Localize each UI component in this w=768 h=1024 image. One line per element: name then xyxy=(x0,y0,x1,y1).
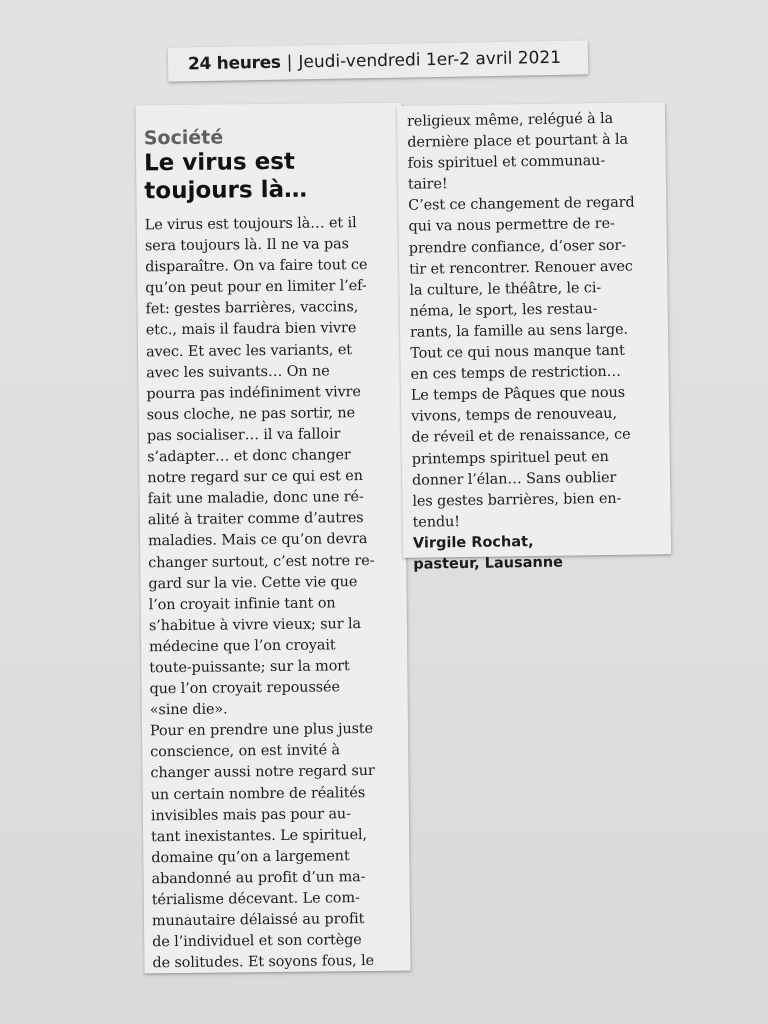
text-line: avec les suivants… On ne xyxy=(146,363,330,381)
text-line: s’habitue à vivre vieux; sur la xyxy=(148,615,361,635)
text-line: avec. Et avec les variants, et xyxy=(145,341,353,360)
text-line: Le temps de Pâques que nous xyxy=(410,384,626,404)
text-line: toute-puissante; sur la mort xyxy=(149,658,350,677)
text-line: fait une maladie, donc une ré- xyxy=(147,489,364,508)
text-line: fet: gestes barrières, vaccins, xyxy=(145,299,359,318)
text-line: Pour en prendre une plus juste xyxy=(149,721,374,740)
text-line: qui va nous permettre de re- xyxy=(408,216,615,236)
text-line: vivons, temps de renouveau, xyxy=(411,406,618,426)
text-line: dernière place et pourtant à la xyxy=(407,131,629,151)
text-line: taire! xyxy=(407,176,448,194)
text-line: C’est ce changement de regard xyxy=(408,194,635,215)
text-line: que l’on croyait repoussée xyxy=(149,679,340,698)
text-line: tendu! xyxy=(412,513,461,531)
text-line: sous cloche, ne pas sortir, ne xyxy=(146,404,356,424)
text-line: médecine que l’on croyait xyxy=(149,637,336,656)
text-line: changer aussi notre regard sur xyxy=(150,763,375,782)
text-line: s’adapter… et donc changer xyxy=(147,447,351,466)
text-line: invisibles mais pas pour au- xyxy=(150,805,351,824)
author-signature xyxy=(413,530,664,575)
article-column-1 xyxy=(135,103,410,974)
text-line: un certain nombre de réalités xyxy=(150,784,366,803)
headline-line: toujours là… xyxy=(144,176,308,205)
publication-name: 24 heures xyxy=(187,52,281,75)
text-line: les gestes barrières, bien en- xyxy=(412,490,622,510)
text-line: Tout ce qui nous manque tant xyxy=(410,342,625,362)
text-line: pourra pas indéfiniment vivre xyxy=(146,383,361,403)
text-line: de l’individuel et son cortège xyxy=(152,932,362,951)
signature-role: pasteur, Lausanne xyxy=(413,554,564,573)
text-line: religieux même, relégué à la xyxy=(406,110,614,130)
text-line: de réveil et de renaissance, ce xyxy=(411,427,631,447)
headline-line: Le virus est xyxy=(143,148,296,177)
text-line: térialisme décevant. Le com- xyxy=(151,890,360,909)
text-line: pas socialiser… il va falloir xyxy=(146,426,341,445)
text-line: etc., mais il faudra bien vivre xyxy=(145,320,357,339)
text-line: changer surtout, c’est notre re- xyxy=(148,552,375,571)
text-line: tant inexistantes. Le spirituel, xyxy=(151,826,368,846)
newspaper-header-clipping xyxy=(168,40,589,81)
article-column-2 xyxy=(397,102,671,573)
section-label: Société xyxy=(143,126,224,150)
text-line: néma, le sport, les restau- xyxy=(409,300,598,320)
text-line: munautaire délaissé au profit xyxy=(151,911,365,930)
text-line: conscience, on est invité à xyxy=(150,742,340,761)
text-line: prendre confiance, d’oser sor- xyxy=(408,237,627,257)
text-line: abandonné au profit d’un ma- xyxy=(151,868,366,888)
text-line: l’on croyait infinie tant on xyxy=(148,595,336,613)
text-line: en ces temps de restriction… xyxy=(410,363,622,383)
text-line: «sine die». xyxy=(149,701,228,719)
text-line: printemps spirituel peut en xyxy=(411,448,609,468)
text-line: domaine qu’on a largement xyxy=(151,848,350,867)
header-separator: | xyxy=(286,52,293,73)
article-headline xyxy=(144,147,391,206)
text-line: Le virus est toujours là… et il xyxy=(144,215,357,234)
text-line: qu’on peut pour en limiter l’ef- xyxy=(145,278,367,297)
text-line: la culture, le théâtre, le ci- xyxy=(409,279,602,299)
text-line: sera toujours là. Il ne va pas xyxy=(144,236,349,255)
text-line: alité à traiter comme d’autres xyxy=(147,510,364,529)
column-2-body xyxy=(407,108,663,533)
text-line: disparaître. On va faire tout ce xyxy=(145,257,368,276)
text-line: gard sur la vie. Cette vie que xyxy=(148,573,358,592)
text-line: tir et rencontrer. Renouer avec xyxy=(409,258,633,278)
signature-name: Virgile Rochat, xyxy=(412,533,534,552)
text-line: notre regard sur ce qui est en xyxy=(147,468,363,487)
text-line: rants, la famille au sens large. xyxy=(409,321,629,341)
text-line: maladies. Mais ce qu’on devra xyxy=(147,531,368,550)
column-1-body xyxy=(145,213,399,975)
text-line: de solitudes. Et soyons fous, le xyxy=(152,953,375,972)
text-line: donner l’élan… Sans oublier xyxy=(411,469,617,489)
publication-date: Jeudi-vendredi 1er-2 avril 2021 xyxy=(298,47,562,73)
text-line: fois spirituel et communau- xyxy=(407,153,606,172)
